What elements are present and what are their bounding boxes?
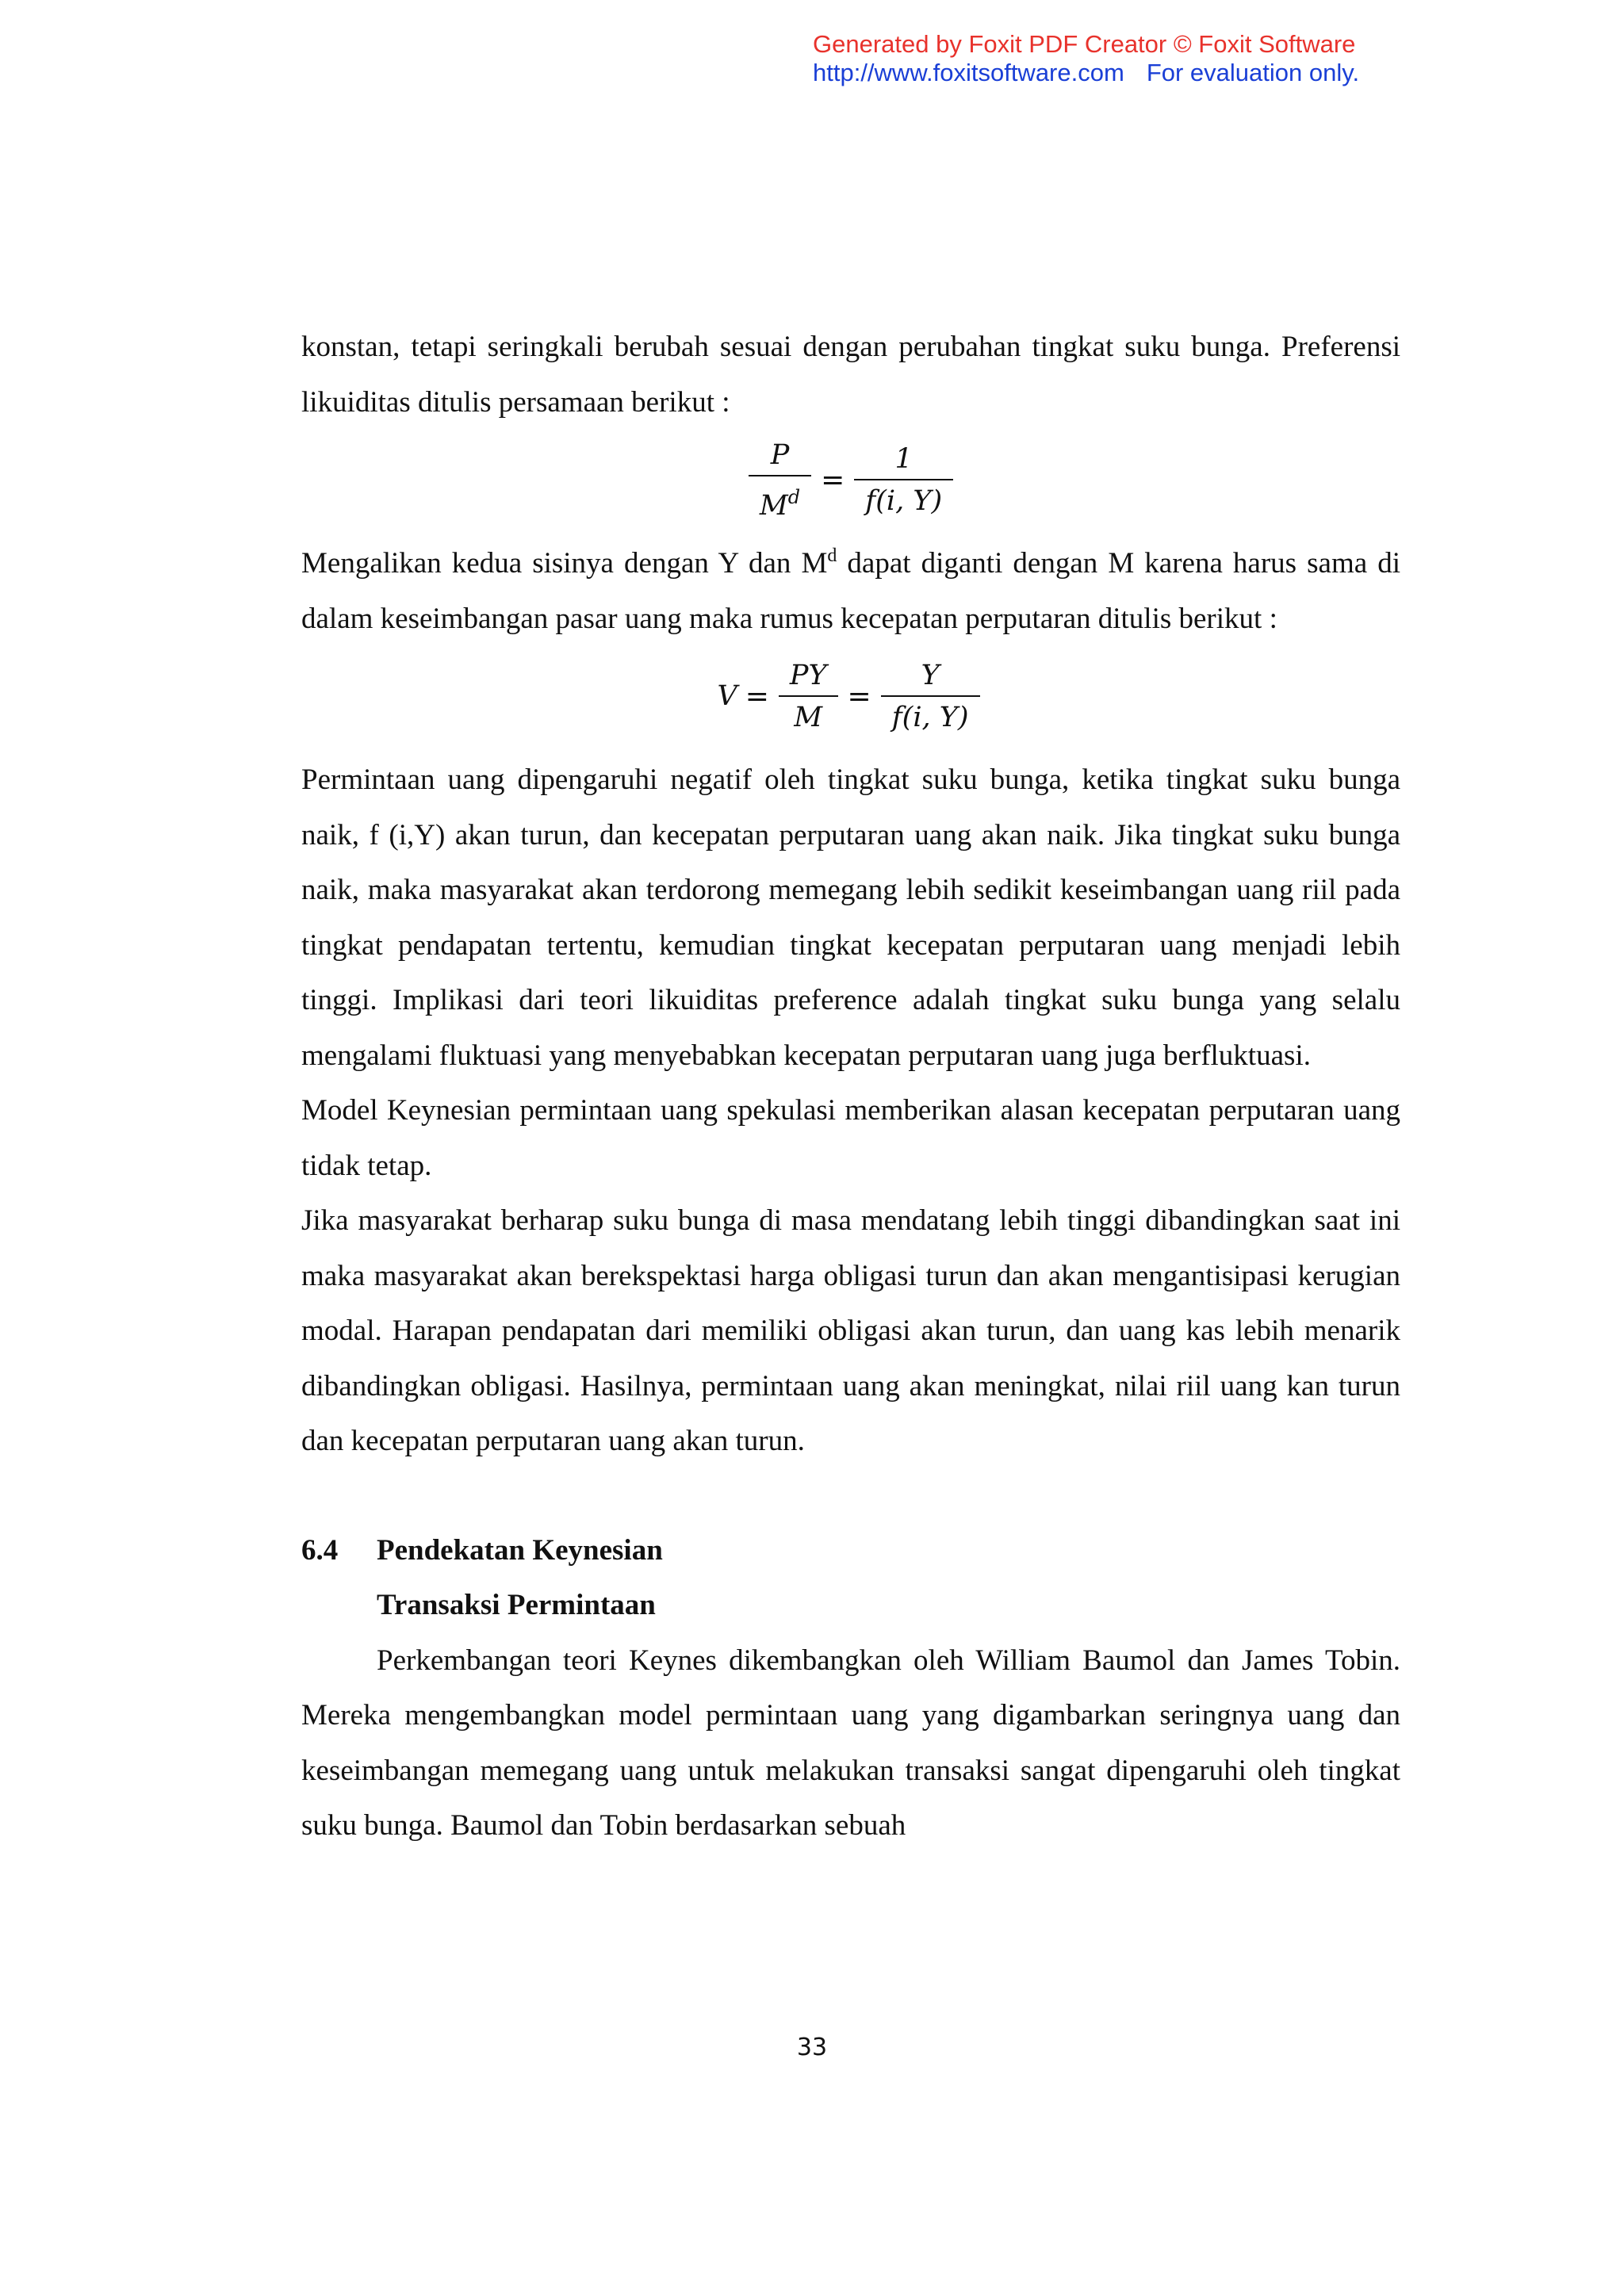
equation-liquidity-preference [301, 433, 1400, 528]
denominator-f: f(i, Y) [891, 702, 969, 733]
foxit-watermark [813, 30, 1359, 87]
page-number: 33 [796, 2034, 828, 2061]
denominator-base: M [759, 489, 788, 522]
paragraph-5: Jika masyarakat berharap suku bunga di masa mendatang lebih tinggi dibandingkan saat ini maka masyarakat akan berekspektasi harga obligasi turun dan akan mengantisipasi kerugian modal. Harapan pendapatan dari memiliki obligasi akan turun, dan uang kas lebih menarik dibandingkan obligasi. Hasilnya, permintaan uang akan meningkat, nilai riil uang kan turun dan kecepatan perputaran uang akan turun. [301, 1204, 1400, 1457]
fraction-p-over-md [749, 435, 811, 526]
page-body [301, 320, 1400, 1854]
section-heading [301, 1523, 1400, 1633]
fraction-py-over-m [779, 656, 838, 738]
paragraph-1: konstan, tetapi seringkali berubah sesuai dengan perubahan tingkat suku bunga. Preferensi likuiditas ditulis persamaan berikut : [301, 331, 1400, 419]
fraction-y-over-f [881, 656, 980, 738]
denominator-f: f(i, Y) [865, 485, 943, 517]
numerator-y: Y [921, 660, 940, 691]
paragraph-2-text-after: dapat diganti dengan M karena harus sama di dalam keseimbangan pasar uang maka rumus kecepatan perputaran ditulis berikut : [301, 547, 1400, 635]
denominator-m: M [794, 702, 823, 733]
variable-v: V [717, 680, 737, 713]
paragraph-2-text-before: Mengalikan kedua sisinya dengan Y dan M [301, 547, 828, 580]
numerator-1: 1 [894, 443, 913, 475]
paragraph-6: Perkembangan teori Keynes dikembangkan oleh William Baumol dan James Tobin. Mereka mengembangkan model permintaan uang yang digambarkan seringnya uang dan keseimbangan memegang uang untuk melakukan transaksi sangat dipengaruhi oleh tingkat suku bunga. Baumol dan Tobin berdasarkan sebuah [301, 1644, 1400, 1842]
paragraph-2 [301, 536, 1400, 646]
paragraph-4: Model Keynesian permintaan uang spekulasi memberikan alasan kecepatan perputaran uang tidak tetap. [301, 1094, 1400, 1182]
denominator-md [749, 476, 811, 526]
fraction-1-over-f [854, 439, 953, 522]
paragraph-3: Permintaan uang dipengaruhi negatif oleh tingkat suku bunga, ketika tingkat suku bunga naik, f (i,Y) akan turun, dan kecepatan perputaran uang akan naik. Jika tingkat suku bunga naik, maka masyarakat akan terdorong memegang lebih sedikit keseimbangan uang riil pada tingkat pendapatan tertentu, kemudian tingkat kecepatan perputaran uang menjadi lebih tinggi. Implikasi dari teori likuiditas preference adalah tingkat suku bunga yang selalu mengalami fluktuasi yang menyebabkan kecepatan perputaran uang juga berfluktuasi. [301, 763, 1400, 1072]
superscript-d: d [827, 545, 837, 566]
numerator-p: P [770, 438, 790, 471]
equals-sign: = [745, 680, 769, 714]
section-subtitle: Transaksi Permintaan [377, 1589, 656, 1621]
denominator-superscript: d [787, 485, 801, 508]
section-number: 6.4 [301, 1533, 339, 1567]
watermark-line-2 [813, 59, 1359, 87]
equals-sign: = [847, 680, 871, 714]
watermark-note: For evaluation only. [1146, 59, 1360, 86]
section-title: Pendekatan Keynesian [377, 1533, 663, 1567]
watermark-url: http://www.foxitsoftware.com [813, 59, 1124, 86]
equals-sign: = [821, 464, 845, 497]
equation-velocity [301, 649, 1400, 744]
watermark-line-1: Generated by Foxit PDF Creator © Foxit Software [813, 30, 1356, 58]
numerator-py: PY [789, 660, 827, 691]
